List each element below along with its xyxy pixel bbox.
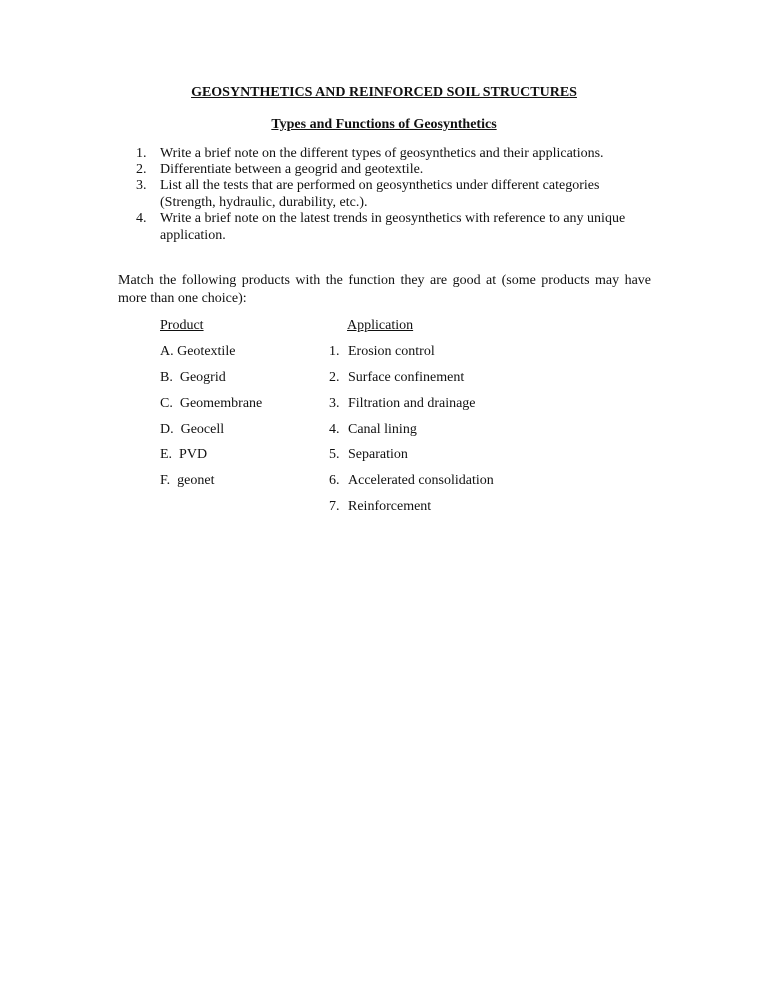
application-number: 2. <box>329 370 340 385</box>
question-number: 1. <box>136 146 147 161</box>
product-item: C. Geomembrane <box>160 396 263 411</box>
section-heading: Types and Functions of Geosynthetics <box>271 117 497 132</box>
application-text: Surface confinement <box>348 370 465 385</box>
product-item: A. Geotextile <box>160 344 236 359</box>
question-text: Differentiate between a geogrid and geotextile. <box>160 162 424 177</box>
application-text: Filtration and drainage <box>348 396 476 411</box>
question-text: Write a brief note on the different types of geosynthetics and their applications. <box>160 146 604 161</box>
question-text: List all the tests that are performed on geosynthetics under different categories (Strength, hydraulic, durability, etc.). <box>160 178 600 210</box>
question-number: 3. <box>136 178 147 193</box>
question-text: Write a brief note on the latest trends in geosynthetics with reference to any unique application. <box>160 211 626 243</box>
application-item <box>329 422 417 438</box>
application-item <box>329 370 464 386</box>
application-item <box>329 447 408 463</box>
application-text: Canal lining <box>348 422 417 437</box>
application-number: 5. <box>329 447 340 462</box>
product-item: F. geonet <box>160 473 215 488</box>
question-number: 2. <box>136 162 147 177</box>
application-item <box>329 499 431 515</box>
product-item: E. PVD <box>160 447 208 462</box>
application-column-header: Application <box>347 318 414 333</box>
application-number: 6. <box>329 473 340 488</box>
matching-instructions: Match the following products with the function they are good at (some products may have more than one choice): <box>118 273 651 306</box>
application-number: 7. <box>329 499 340 514</box>
document-title: GEOSYNTHETICS AND REINFORCED SOIL STRUCTURES <box>191 85 577 100</box>
application-item <box>329 344 435 360</box>
application-text: Reinforcement <box>348 499 432 514</box>
application-number: 1. <box>329 344 340 359</box>
application-item <box>329 396 476 412</box>
product-column-header: Product <box>160 318 204 333</box>
application-text: Erosion control <box>348 344 435 359</box>
product-item: D. Geocell <box>160 422 225 437</box>
application-text: Separation <box>348 447 408 462</box>
application-text: Accelerated consolidation <box>348 473 494 488</box>
application-item <box>329 473 494 489</box>
application-number: 3. <box>329 396 340 411</box>
product-item: B. Geogrid <box>160 370 226 385</box>
question-number: 4. <box>136 211 147 226</box>
application-number: 4. <box>329 422 340 437</box>
